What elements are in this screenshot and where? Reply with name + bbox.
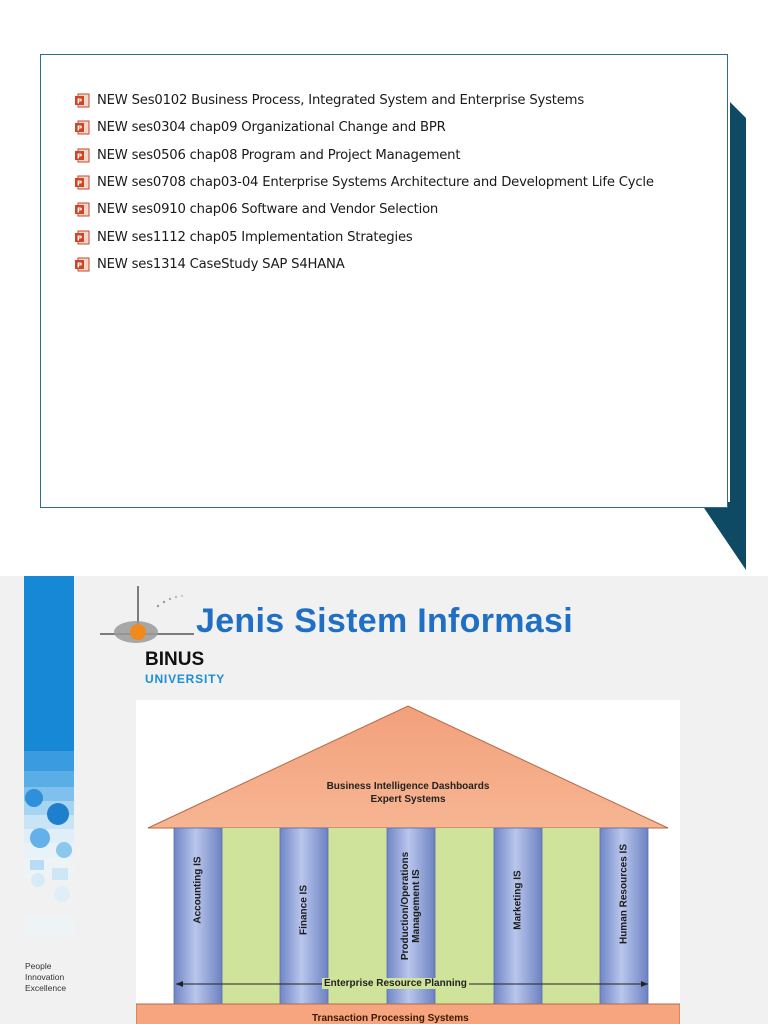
- erp-label: Enterprise Resource Planning: [324, 978, 467, 989]
- tagline-people: People: [25, 961, 52, 971]
- pillar-label-marketing: Marketing IS: [512, 870, 524, 930]
- tps-label: Transaction Processing Systems: [312, 1013, 469, 1024]
- file-name: NEW ses1112 chap05 Implementation Strategies: [97, 229, 413, 245]
- file-item[interactable]: [75, 223, 654, 250]
- pillar-label-production: Production/Operations Management IS: [400, 851, 422, 961]
- pillar-label-finance: Finance IS: [298, 884, 310, 936]
- powerpoint-file-icon: [75, 93, 90, 108]
- svg-text:P: P: [77, 97, 82, 106]
- file-name: NEW ses0708 chap03-04 Enterprise Systems Architecture and Development Life Cycle: [97, 175, 654, 191]
- svg-text:P: P: [77, 261, 82, 270]
- pillar-label-accounting: Accounting IS: [192, 856, 204, 924]
- file-item[interactable]: [75, 87, 654, 114]
- file-name: NEW Ses0102 Business Process, Integrated System and Enterprise Systems: [97, 93, 584, 109]
- svg-text:P: P: [77, 233, 82, 242]
- file-list: [75, 87, 654, 278]
- roof-line-2: Expert Systems: [370, 794, 446, 805]
- file-item[interactable]: [75, 142, 654, 169]
- file-item[interactable]: [75, 114, 654, 141]
- tagline-excellence: Excellence: [25, 983, 67, 993]
- file-name: NEW ses0506 chap08 Program and Project Management: [97, 147, 461, 163]
- svg-text:P: P: [77, 124, 82, 133]
- side-pattern-strip: [0, 576, 80, 1024]
- file-item[interactable]: [75, 251, 654, 278]
- roof: [148, 706, 668, 828]
- powerpoint-file-icon: [75, 230, 90, 245]
- tagline-innovation: Innovation: [25, 972, 65, 982]
- information-systems-slide: [0, 576, 768, 1024]
- svg-text:P: P: [77, 152, 82, 161]
- file-item[interactable]: [75, 169, 654, 196]
- file-item[interactable]: [75, 196, 654, 223]
- powerpoint-file-icon: [75, 202, 90, 217]
- file-name: NEW ses0910 chap06 Software and Vendor Selection: [97, 202, 439, 218]
- file-list-box: [40, 54, 728, 508]
- roof-line-1: Business Intelligence Dashboards: [326, 781, 490, 792]
- pillar-label-hr: Human Resources IS: [618, 843, 630, 945]
- file-name: NEW ses0304 chap09 Organizational Change and BPR: [97, 120, 446, 136]
- svg-text:P: P: [77, 206, 82, 215]
- logo-subtitle: UNIVERSITY: [145, 672, 226, 686]
- powerpoint-file-icon: [75, 120, 90, 135]
- powerpoint-file-icon: [75, 148, 90, 163]
- slide-title: Jenis Sistem Informasi: [196, 602, 573, 640]
- powerpoint-file-icon: [75, 175, 90, 190]
- logo-wordmark: BINUS: [145, 649, 205, 670]
- svg-text:P: P: [77, 179, 82, 188]
- file-name: NEW ses1314 CaseStudy SAP S4HANA: [97, 256, 345, 272]
- powerpoint-file-icon: [75, 257, 90, 272]
